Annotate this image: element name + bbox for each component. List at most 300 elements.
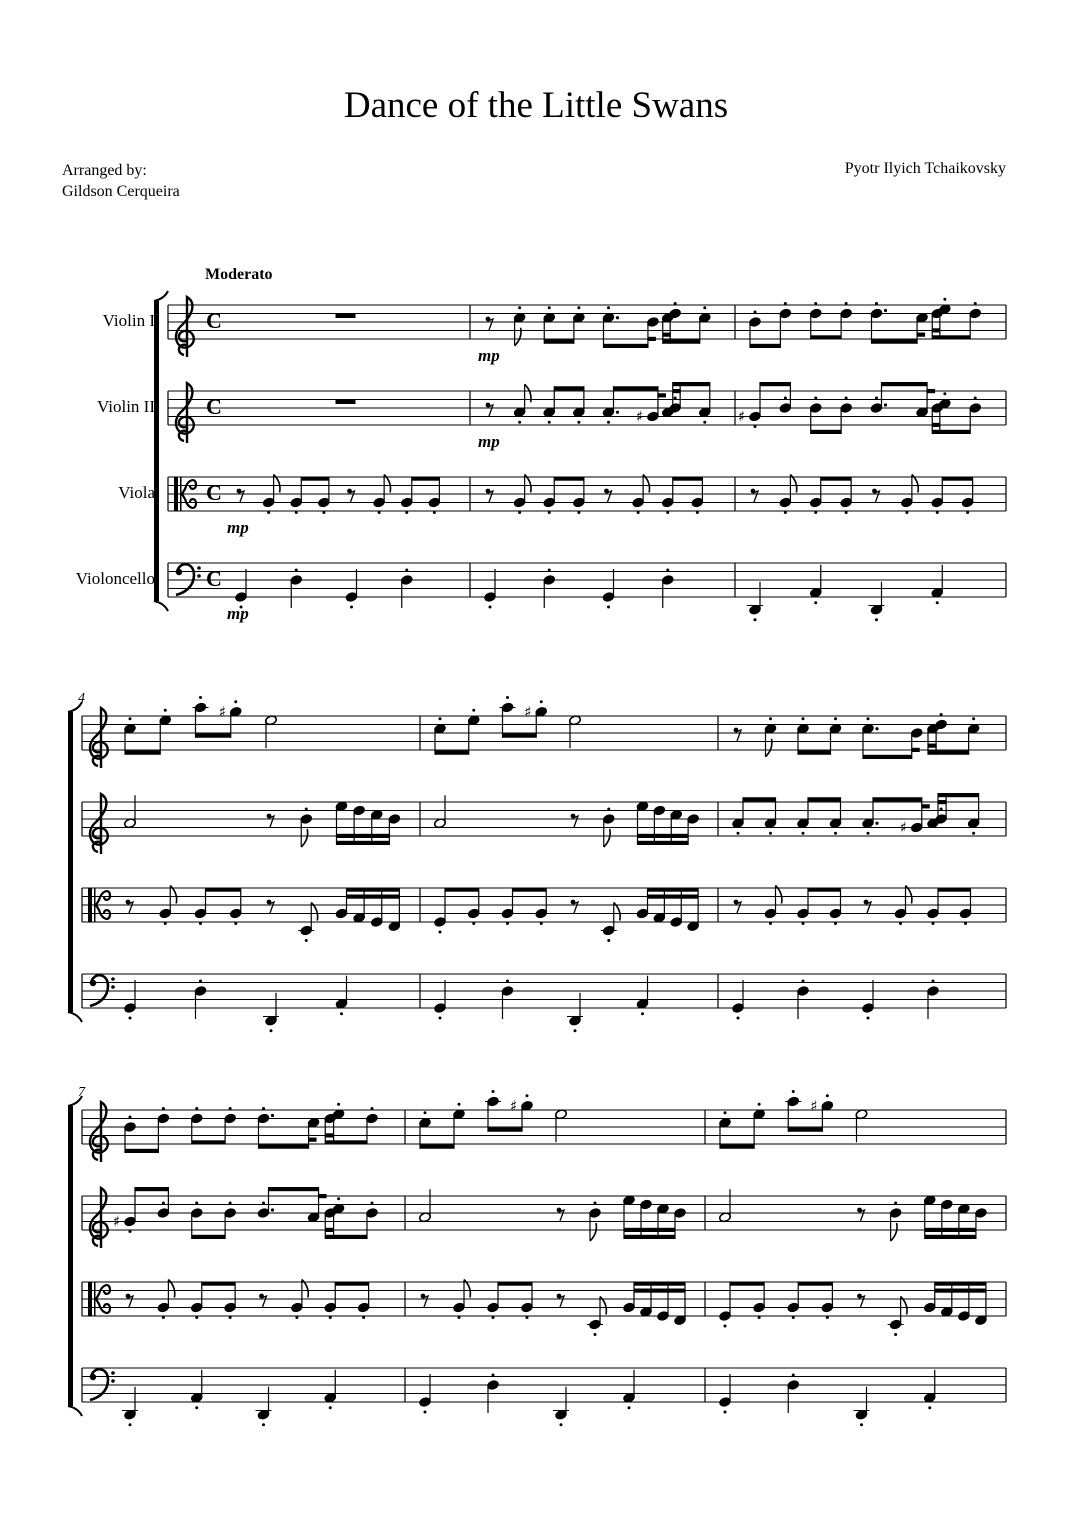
staccato-dot: [305, 808, 308, 811]
staccato-dot: [362, 1316, 365, 1319]
staccato-dot: [607, 939, 610, 942]
beam: [821, 477, 851, 481]
staccato-dot: [867, 717, 870, 720]
staccato-dot: [560, 1423, 563, 1426]
beam: [337, 834, 390, 838]
staccato-dot: [607, 606, 610, 609]
staccato-dot: [792, 1374, 795, 1377]
beam: [445, 888, 479, 892]
staccato-dot: [758, 1316, 761, 1319]
staccato-dot: [826, 1316, 829, 1319]
beam: [135, 1187, 168, 1191]
beam: [604, 344, 648, 348]
staccato-dot: [754, 618, 757, 621]
staccato-dot: [195, 1316, 198, 1319]
staccato-dot: [724, 1325, 727, 1328]
staccato-dot: [548, 421, 551, 424]
staccato-dot: [607, 306, 610, 309]
tempo-marking: Moderato: [205, 266, 273, 283]
staccato-dot: [845, 302, 848, 305]
staccato-dot: [784, 302, 787, 305]
eighth-rest: [486, 403, 493, 416]
staccato-dot: [129, 1423, 132, 1426]
staccato-dot: [199, 980, 202, 983]
staccato-dot: [577, 511, 580, 514]
staccato-dot: [295, 569, 298, 572]
staccato-dot: [162, 1202, 165, 1205]
staccato-dot: [724, 1111, 727, 1114]
staccato-dot: [540, 700, 543, 703]
beam: [325, 1140, 367, 1144]
flag: [301, 829, 307, 847]
staccato-dot: [754, 311, 757, 314]
beam: [125, 1149, 158, 1153]
staccato-dot: [526, 1094, 529, 1097]
beam: [412, 477, 440, 481]
bracket-bottom: [154, 601, 168, 611]
staccato-dot: [548, 569, 551, 572]
beam: [928, 751, 969, 755]
beam: [932, 328, 940, 332]
staccato-dot: [666, 569, 669, 572]
staccato-dot: [433, 511, 436, 514]
staccato-dot: [802, 980, 805, 983]
beam: [935, 1282, 986, 1286]
staccato-dot: [834, 832, 837, 835]
beam: [663, 333, 671, 337]
staccato-dot: [472, 709, 475, 712]
augmentation-dot: [616, 411, 619, 414]
staccato-dot: [737, 1017, 740, 1020]
beam: [658, 393, 666, 397]
staccato-dot: [526, 1316, 529, 1319]
staccato-dot: [894, 1333, 897, 1336]
beam: [435, 751, 469, 755]
staccato-dot: [792, 1316, 795, 1319]
dynamic-marking: mp: [478, 346, 500, 365]
beam: [638, 834, 689, 838]
beam: [325, 1228, 333, 1232]
staccato-dot: [577, 421, 580, 424]
staccato-dot: [936, 601, 939, 604]
staccato-dot: [506, 980, 509, 983]
beam: [614, 386, 658, 390]
beam: [624, 1228, 675, 1232]
augmentation-dot: [884, 403, 887, 406]
staccato-dot: [270, 1029, 273, 1032]
staccato-dot: [769, 717, 772, 720]
beam: [648, 337, 656, 341]
staccato-dot: [129, 1116, 132, 1119]
staccato-dot: [574, 1029, 577, 1032]
eighth-rest: [126, 1294, 133, 1307]
staccato-dot: [424, 1411, 427, 1414]
staccato-dot: [518, 421, 521, 424]
staccato-dot: [940, 808, 943, 811]
beam: [301, 477, 329, 481]
eighth-rest: [872, 489, 879, 502]
beam: [544, 340, 574, 344]
staccato-dot: [262, 1202, 265, 1205]
beam: [624, 1235, 675, 1239]
beam: [932, 423, 940, 427]
beam: [928, 744, 936, 748]
beam: [798, 1282, 832, 1286]
beam: [503, 734, 537, 738]
system-bracket: [154, 301, 159, 601]
staccato-dot: [703, 306, 706, 309]
beam: [938, 793, 979, 797]
staccato-dot: [267, 511, 270, 514]
sharp-icon: ♯: [899, 818, 908, 837]
eighth-rest: [604, 489, 611, 502]
staccato-dot: [540, 922, 543, 925]
staccato-dot: [129, 1017, 132, 1020]
augmentation-dot: [884, 309, 887, 312]
beam: [882, 382, 928, 386]
staccato-dot: [337, 1197, 340, 1200]
staccato-dot: [262, 1107, 265, 1110]
beam: [125, 751, 160, 755]
beam: [938, 800, 946, 804]
staccato-dot: [940, 713, 943, 716]
sharp-icon: ♯: [218, 702, 227, 721]
staccato-dot: [162, 1316, 165, 1319]
sharp-icon: ♯: [510, 1096, 518, 1115]
staccato-dot: [439, 1017, 442, 1020]
dynamic-marking: mp: [227, 604, 249, 623]
staccato-dot: [905, 511, 908, 514]
beam: [420, 1145, 454, 1149]
staccato-dot: [637, 511, 640, 514]
staccato-dot: [936, 511, 939, 514]
eighth-rest: [557, 1294, 564, 1307]
beam: [673, 477, 703, 481]
staccato-dot: [518, 306, 521, 309]
beam: [811, 430, 841, 434]
beam: [935, 1289, 986, 1293]
staccato-dot: [674, 397, 677, 400]
beam: [634, 1289, 685, 1293]
staccato-dot: [472, 922, 475, 925]
staccato-dot: [195, 1107, 198, 1110]
staccato-dot: [814, 302, 817, 305]
beam: [663, 340, 700, 344]
staccato-dot: [506, 696, 509, 699]
sharp-icon: ♯: [524, 702, 532, 721]
eighth-rest: [126, 900, 133, 913]
eighth-rest: [267, 900, 274, 913]
staccato-dot: [860, 1423, 863, 1426]
staccato-dot: [845, 511, 848, 514]
time-signature: C: [206, 308, 222, 333]
staccato-dot: [737, 832, 740, 835]
staccato-dot: [548, 306, 551, 309]
treble-clef-icon: [90, 708, 108, 768]
staccato-dot: [370, 1202, 373, 1205]
beam: [872, 340, 918, 344]
system-bracket: [68, 1106, 73, 1406]
staccato-dot: [769, 922, 772, 925]
eighth-rest: [486, 489, 493, 502]
eighth-rest: [421, 1294, 428, 1307]
staccato-dot: [784, 397, 787, 400]
beam: [192, 1235, 225, 1239]
staccato-dot: [195, 1202, 198, 1205]
beam: [925, 1235, 976, 1239]
staccato-dot: [802, 922, 805, 925]
staccato-dot: [943, 298, 946, 301]
staccato-dot: [350, 606, 353, 609]
staccato-dot: [370, 1107, 373, 1110]
beam: [720, 1145, 754, 1149]
eighth-rest: [237, 489, 244, 502]
staccato-dot: [129, 1230, 132, 1233]
staccato-dot: [195, 1406, 198, 1409]
eighth-rest: [734, 728, 741, 741]
beam: [309, 1138, 317, 1142]
measure-number: 7: [78, 1085, 85, 1100]
staccato-dot: [295, 1316, 298, 1319]
beam: [488, 1128, 522, 1132]
staccato-dot: [834, 717, 837, 720]
beam: [673, 389, 681, 393]
staccato-dot: [867, 832, 870, 835]
beam: [554, 477, 584, 481]
staccato-dot: [826, 1094, 829, 1097]
staccato-dot: [458, 1316, 461, 1319]
treble-clef-icon: [90, 1188, 108, 1248]
staccato-dot: [666, 511, 669, 514]
augmentation-dot: [875, 822, 878, 825]
sharp-icon: ♯: [113, 1212, 121, 1231]
beam: [192, 1140, 225, 1144]
beam: [798, 751, 831, 755]
staccato-dot: [492, 1090, 495, 1093]
staccato-dot: [875, 397, 878, 400]
staccato-dot: [129, 717, 132, 720]
staccato-dot: [305, 939, 308, 942]
augmentation-dot: [271, 1114, 274, 1117]
score-title: Dance of the Little Swans: [343, 85, 729, 126]
arranger-label: Arranged by:: [62, 162, 147, 179]
staccato-dot: [199, 922, 202, 925]
beam: [808, 797, 841, 801]
beam: [750, 344, 780, 348]
staccato-dot: [802, 717, 805, 720]
staccato-dot: [875, 618, 878, 621]
beam: [347, 895, 400, 899]
beam: [337, 841, 390, 845]
staccato-dot: [628, 1406, 631, 1409]
eighth-rest: [347, 489, 354, 502]
staccato-dot: [340, 1012, 343, 1015]
beam: [202, 1282, 235, 1286]
sharp-icon: ♯: [738, 407, 746, 426]
staccato-dot: [594, 1202, 597, 1205]
staccato-dot: [932, 980, 935, 983]
staccato-dot: [754, 425, 757, 428]
eighth-rest: [857, 1294, 864, 1307]
eighth-rest: [857, 1208, 864, 1221]
staccato-dot: [229, 1316, 232, 1319]
system-bracket: [68, 712, 73, 1012]
time-signature: C: [206, 480, 222, 505]
beam: [922, 804, 930, 808]
staccato-dot: [577, 306, 580, 309]
staccato-dot: [337, 1103, 340, 1106]
staccato-dot: [439, 717, 442, 720]
flag: [604, 829, 610, 847]
whole-rest: [336, 400, 356, 405]
staccato-dot: [378, 511, 381, 514]
staccato-dot: [199, 696, 202, 699]
beam: [932, 430, 970, 434]
sharp-icon: ♯: [635, 407, 644, 426]
instrument-label: Viola: [118, 483, 155, 502]
staccato-dot: [784, 511, 787, 514]
eighth-rest: [267, 814, 274, 827]
staccato-dot: [594, 1333, 597, 1336]
staccato-dot: [548, 511, 551, 514]
beam: [648, 895, 699, 899]
staccato-dot: [439, 931, 442, 934]
eighth-rest: [486, 317, 493, 330]
beam: [788, 1128, 822, 1132]
staccato-dot: [322, 511, 325, 514]
eighth-rest: [571, 814, 578, 827]
beam: [932, 335, 970, 339]
instrument-label: Violoncello: [75, 569, 155, 588]
staccato-dot: [845, 397, 848, 400]
measure-number: 4: [78, 691, 85, 706]
staccato-dot: [894, 1202, 897, 1205]
eighth-rest: [734, 900, 741, 913]
instrument-label: Violin II: [97, 397, 155, 416]
beam: [760, 382, 790, 386]
staccato-dot: [802, 832, 805, 835]
staccato-dot: [607, 808, 610, 811]
staccato-dot: [758, 1103, 761, 1106]
eighth-rest: [751, 489, 758, 502]
staccato-dot: [964, 922, 967, 925]
treble-clef-icon: [176, 297, 194, 357]
beam: [638, 841, 689, 845]
composer-credit: Pyotr Ilyich Tchaikovsky: [844, 160, 1006, 177]
beam: [873, 797, 922, 801]
bracket-bottom: [68, 1406, 82, 1416]
arranger-name: Gildson Cerqueira: [62, 183, 180, 200]
staccato-dot: [295, 511, 298, 514]
beam: [554, 386, 584, 390]
time-signature: C: [206, 566, 222, 591]
staccato-dot: [405, 569, 408, 572]
beam: [808, 888, 841, 892]
augmentation-dot: [616, 316, 619, 319]
treble-clef-icon: [90, 1102, 108, 1162]
treble-clef-icon: [90, 794, 108, 854]
beam: [498, 1282, 532, 1286]
beam: [325, 1235, 367, 1239]
beam: [347, 888, 400, 892]
eighth-rest: [864, 900, 871, 913]
eighth-rest: [571, 900, 578, 913]
beam: [325, 1133, 333, 1137]
beam: [927, 389, 935, 393]
staccato-dot: [867, 1017, 870, 1020]
staccato-dot: [814, 601, 817, 604]
staccato-dot: [405, 511, 408, 514]
staccato-dot: [164, 922, 167, 925]
beam: [917, 333, 925, 337]
beam: [259, 1145, 309, 1149]
beam: [269, 1187, 319, 1191]
staccato-dot: [458, 1103, 461, 1106]
time-signature: C: [206, 394, 222, 419]
augmentation-dot: [271, 1208, 274, 1211]
staccato-dot: [703, 421, 706, 424]
beam: [730, 1282, 764, 1286]
beam: [673, 382, 710, 386]
beam: [811, 335, 841, 339]
whole-rest: [336, 314, 356, 319]
beam: [196, 734, 231, 738]
staccato-dot: [966, 511, 969, 514]
dynamic-marking: mp: [227, 518, 249, 537]
staccato-dot: [506, 922, 509, 925]
augmentation-dot: [875, 727, 878, 730]
staccato-dot: [162, 1107, 165, 1110]
staccato-dot: [972, 717, 975, 720]
beam: [206, 888, 241, 892]
staccato-dot: [943, 392, 946, 395]
staccato-dot: [972, 832, 975, 835]
staccato-dot: [641, 1012, 644, 1015]
beam: [319, 1194, 327, 1198]
beam: [743, 797, 776, 801]
staccato-dot: [607, 421, 610, 424]
beam: [634, 1282, 685, 1286]
flag: [590, 1223, 596, 1241]
staccato-dot: [769, 832, 772, 835]
staccato-dot: [492, 1316, 495, 1319]
staccato-dot: [234, 922, 237, 925]
beam: [863, 755, 912, 759]
staccato-dot: [814, 511, 817, 514]
beam: [335, 1282, 368, 1286]
beam: [942, 477, 972, 481]
eighth-rest: [557, 1208, 564, 1221]
staccato-dot: [814, 397, 817, 400]
staccato-dot: [234, 700, 237, 703]
eighth-rest: [259, 1294, 266, 1307]
staccato-dot: [928, 1406, 931, 1409]
beam: [513, 888, 547, 892]
beam: [925, 1228, 976, 1232]
staccato-dot: [834, 922, 837, 925]
staccato-dot: [974, 397, 977, 400]
staccato-dot: [492, 1374, 495, 1377]
staccato-dot: [489, 606, 492, 609]
staccato-dot: [329, 1316, 332, 1319]
instrument-label: Violin I: [102, 311, 155, 330]
staccato-dot: [229, 1202, 232, 1205]
staccato-dot: [518, 511, 521, 514]
bracket-top: [154, 291, 168, 301]
bracket-bottom: [68, 1012, 82, 1022]
staccato-dot: [974, 302, 977, 305]
staccato-dot: [262, 1423, 265, 1426]
